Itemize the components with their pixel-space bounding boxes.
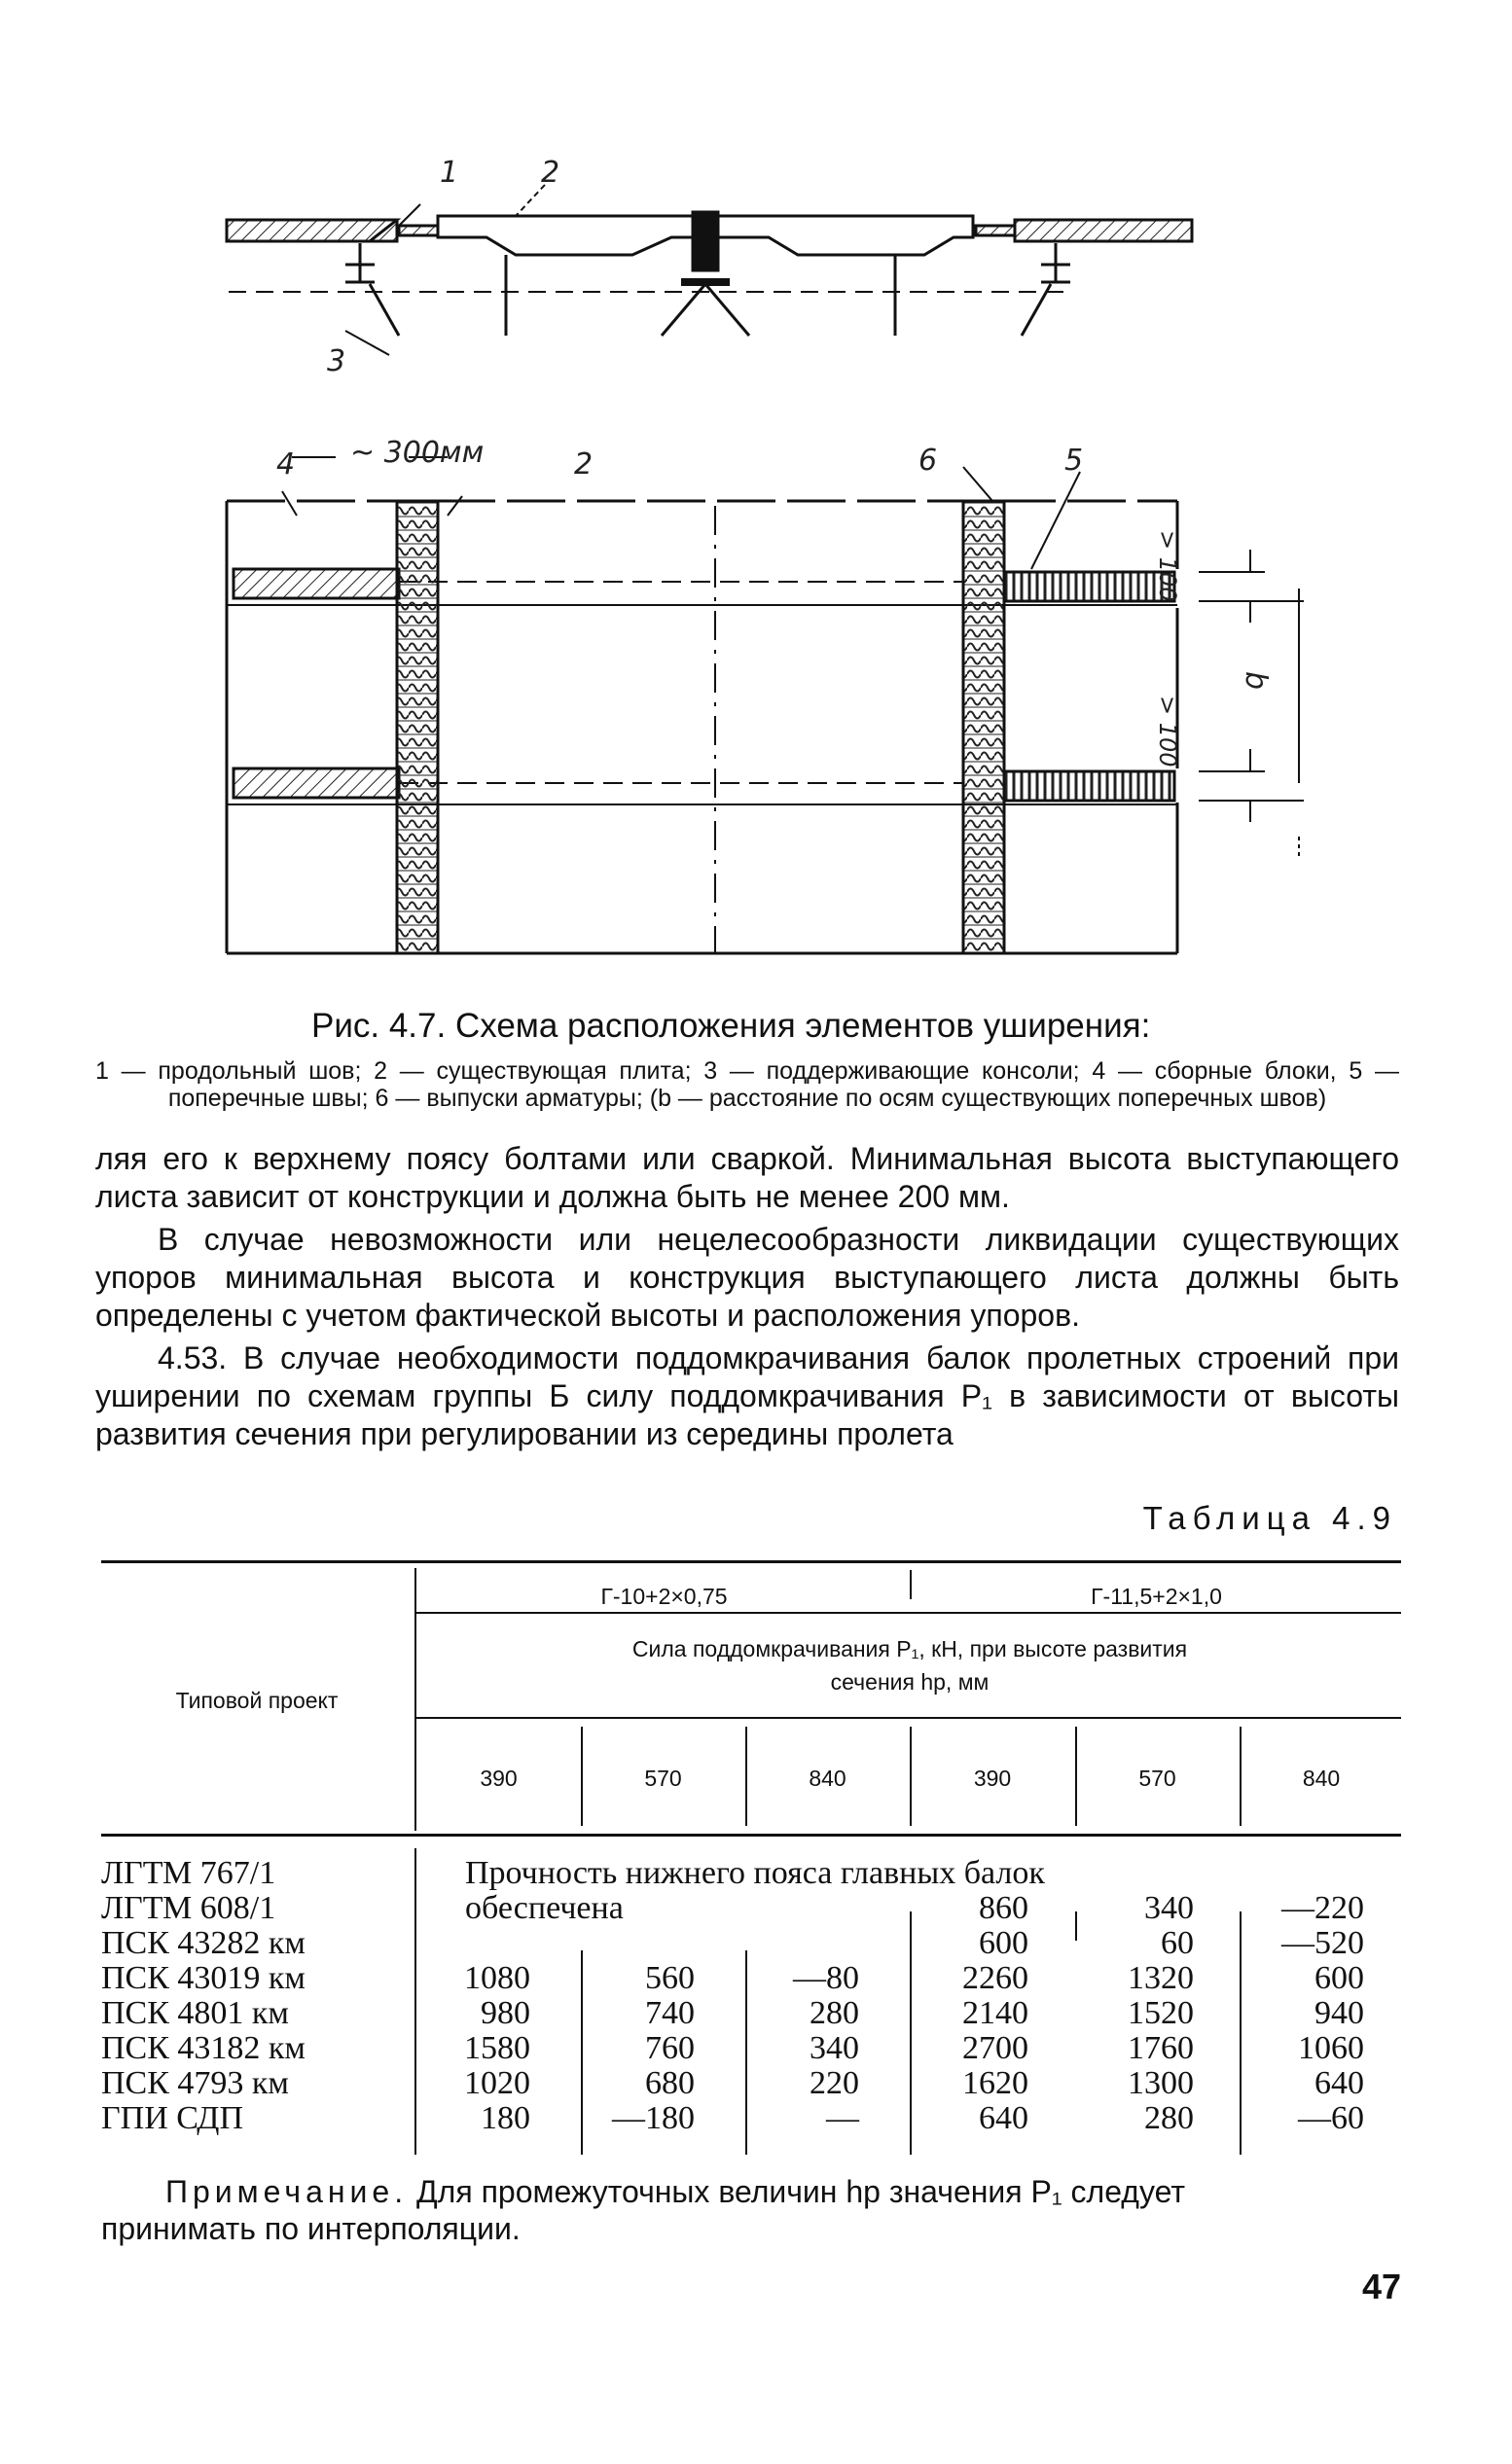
figure-label-5: 5 xyxy=(1064,444,1084,478)
table-cell: —220 xyxy=(1281,1890,1364,1926)
table-cell: 60 xyxy=(1161,1925,1194,1961)
table-row-name: ПСК 43019 км xyxy=(101,1960,306,1996)
figure-label-dim100a: > 100 xyxy=(1154,530,1181,602)
plan-view xyxy=(227,457,1304,953)
table-cell: 600 xyxy=(979,1925,1028,1961)
table-title: Таблица 4.9 xyxy=(1142,1500,1397,1536)
table-cell: 280 xyxy=(1144,2100,1194,2136)
table-header-group1: Г-10+2×0,75 xyxy=(600,1584,728,1609)
table-header-height-1: 390 xyxy=(480,1766,518,1791)
table-cell: 1060 xyxy=(1298,2030,1364,2066)
table-cell: —60 xyxy=(1298,2100,1364,2136)
table-cell: 1760 xyxy=(1128,2030,1194,2066)
table-strength-note-1: Прочность нижнего пояса главных балок xyxy=(465,1855,1045,1891)
page-number: 47 xyxy=(1361,2267,1401,2306)
table-group-rule xyxy=(416,1612,1401,1614)
figure-label-1: 1 xyxy=(440,156,459,190)
table-row-name: ЛГТМ 608/1 xyxy=(101,1890,276,1926)
table-header-project: Типовой проект xyxy=(175,1688,339,1713)
table-cell: 2140 xyxy=(962,1995,1028,2031)
table-header-height-4: 390 xyxy=(973,1766,1012,1791)
table-header-force-line1: Сила поддомкрачивания P₁, кН, при высоте развития xyxy=(631,1636,1188,1661)
table-cell: 600 xyxy=(1314,1960,1364,1996)
table-note xyxy=(165,2173,1401,2210)
table-header-height-6: 840 xyxy=(1302,1766,1341,1791)
table-cell: 640 xyxy=(1314,2065,1364,2101)
table-cell: 980 xyxy=(481,1995,530,2031)
table-cell: 1520 xyxy=(1128,1995,1194,2031)
figure-caption-title: Рис. 4.7. Схема расположения элементов уширения: xyxy=(311,1007,1151,1045)
table-vline-project xyxy=(414,1568,416,1831)
table-cell: 760 xyxy=(645,2030,695,2066)
cross-section xyxy=(227,185,1192,355)
figure-label-300mm: ~ 300мм xyxy=(350,436,485,470)
figure-label-dim100b: > 100 xyxy=(1154,696,1181,768)
table-cell: 220 xyxy=(810,2065,859,2101)
table-cell: 1320 xyxy=(1128,1960,1194,1996)
figure-label-6: 6 xyxy=(918,444,938,478)
note-label: Примечание. xyxy=(165,2174,409,2209)
table-header-group2: Г-11,5+2×1,0 xyxy=(1091,1584,1222,1609)
table-cell: 680 xyxy=(645,2065,695,2101)
paragraph-2: В случае невозможности или нецелесообразности ликвидации существующих упоров минимальная высота и конструкция выступающего листа должны быть определены с учетом фактической высоты и расположения упоров. xyxy=(95,1222,1399,1333)
table-cell: — xyxy=(826,2100,859,2136)
table-row-name: ПСК 4793 км xyxy=(101,2065,289,2101)
figure-label-2: 2 xyxy=(541,156,560,190)
table-cell: 1620 xyxy=(962,2065,1028,2101)
table-cell: 280 xyxy=(810,1995,859,2031)
figure-label-b: b xyxy=(1239,671,1273,691)
table-header-height-5: 570 xyxy=(1138,1766,1176,1791)
table-row-name: ПСК 4801 км xyxy=(101,1995,289,2031)
table-cell: 1080 xyxy=(464,1960,530,1996)
table-cell: —520 xyxy=(1281,1925,1364,1961)
table-cell: 860 xyxy=(979,1890,1028,1926)
table-header-height-3: 840 xyxy=(809,1766,846,1791)
table-cell: 340 xyxy=(1144,1890,1194,1926)
table-cell: 1020 xyxy=(464,2065,530,2101)
table-cell: 1580 xyxy=(464,2030,530,2066)
table-header-height-2: 570 xyxy=(644,1766,682,1791)
table-cell: 340 xyxy=(810,2030,859,2066)
table-header-force-line2: сечения hр, мм xyxy=(830,1669,990,1695)
paragraph-3: 4.53. В случае необходимости поддомкрачивания балок пролетных строений при уширении по схемам группы Б силу поддомкрачивания P₁ в зависимости от высоты развития сечения при регулировании из середины пролета xyxy=(95,1340,1399,1451)
table-note-continuation: принимать по интерполяции. xyxy=(101,2211,521,2246)
table-header-rule xyxy=(101,1834,1401,1837)
table-cell: 640 xyxy=(979,2100,1028,2136)
table-cell: 2260 xyxy=(962,1960,1028,1996)
table-top-rule xyxy=(101,1560,1401,1563)
table-cell: 940 xyxy=(1314,1995,1364,2031)
table-cell: —180 xyxy=(612,2100,695,2136)
note-text: Для промежуточных величин hр значения P₁ следует xyxy=(408,2174,1185,2209)
figure-caption-legend: 1 — продольный шов; 2 — существующая плита; 3 — поддерживающие консоли; 4 — сборные блоки, 5 — поперечные швы; 6 — выпуски арматуры; (b — расстояние по осям существующих поперечных швов) xyxy=(95,1057,1399,1112)
figure-label-4: 4 xyxy=(276,447,296,482)
table-cell: 740 xyxy=(645,1995,695,2031)
table-cell: 180 xyxy=(481,2100,530,2136)
table-cell: 2700 xyxy=(962,2030,1028,2066)
table-strength-note-2: обеспечена xyxy=(465,1890,624,1926)
figure-label-2b: 2 xyxy=(574,447,594,482)
table-cell: 560 xyxy=(645,1960,695,1996)
table-row-name: ПСК 43182 км xyxy=(101,2030,306,2066)
figure-diagram xyxy=(0,0,1512,992)
table-body-vline-project xyxy=(414,1848,416,2155)
paragraph-1: ляя его к верхнему поясу болтами или сваркой. Минимальная высота выступающего листа зависит от конструкции и должна быть не менее 200 мм. xyxy=(95,1141,1399,1214)
table-force-rule xyxy=(416,1717,1401,1719)
table-row-name: ПСК 43282 км xyxy=(101,1925,306,1961)
figure-label-3: 3 xyxy=(327,344,346,378)
table-cell: 1300 xyxy=(1128,2065,1194,2101)
table-cell: —80 xyxy=(793,1960,859,1996)
table-row-name: ЛГТМ 767/1 xyxy=(101,1855,276,1891)
table-row-name: ГПИ СДП xyxy=(101,2100,243,2136)
